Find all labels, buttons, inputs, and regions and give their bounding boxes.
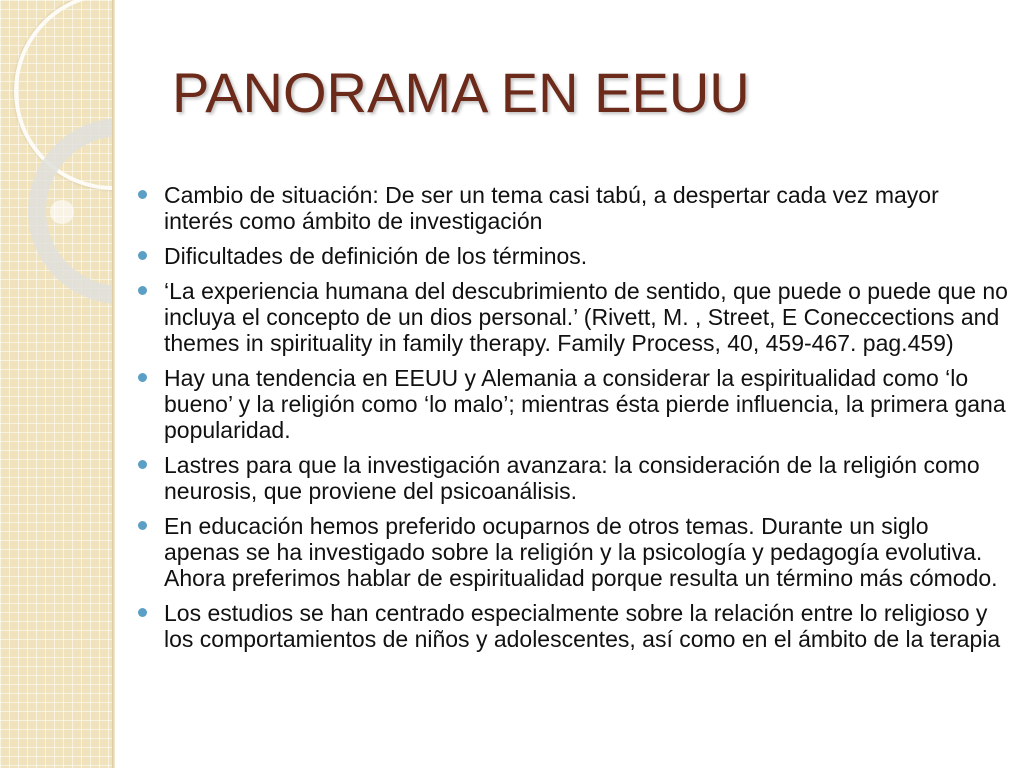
bullet-dot-icon: [138, 521, 147, 530]
bullet-dot-icon: [138, 373, 147, 382]
bullet-dot-icon: [138, 608, 147, 617]
bullet-dot-icon: [138, 460, 147, 469]
bullet-text: En educación hemos preferido ocuparnos de otros temas. Durante un siglo apenas se ha investigado sobre la religión y la psicología y pedagogía evolutiva. Ahora preferimos hablar de espiritualidad porque resulta un término más cómodo.: [164, 513, 998, 591]
bullet-dot-icon: [138, 286, 147, 295]
bullet-item: [138, 182, 1008, 234]
bullet-item: [138, 365, 1008, 443]
bullet-item: [138, 278, 1008, 356]
decorative-side-panel: [0, 0, 112, 768]
bullet-item: [138, 452, 1008, 504]
bullet-text: Los estudios se han centrado especialmente sobre la relación entre lo religioso y los comportamientos de niños y adolescentes, así como en el ámbito de la terapia: [164, 600, 1001, 652]
slide-title: PANORAMA EN EEUU: [172, 61, 750, 124]
bullet-item: [138, 600, 1008, 652]
decorative-dot: [50, 200, 74, 224]
bullet-text: Hay una tendencia en EEUU y Alemania a considerar la espiritualidad como ‘lo bueno’ y la religión como ‘lo malo’; mientras ésta pierde influencia, la primera gana popularidad.: [164, 365, 1006, 443]
side-panel-edge: [112, 0, 115, 768]
bullet-item: [138, 243, 1008, 269]
bullet-dot-icon: [138, 190, 147, 199]
bullet-dot-icon: [138, 251, 147, 260]
bullet-list: [138, 182, 1008, 661]
bullet-text: Dificultades de definición de los términos.: [164, 243, 588, 269]
bullet-text: ‘La experiencia humana del descubrimiento de sentido, que puede o puede que no incluya el concepto de un dios personal.’ (Rivett, M. , Street, E Coneccections and themes in spirituality in family therapy. Family Process, 40, 459-467. pag.459): [164, 278, 1008, 356]
bullet-text: Lastres para que la investigación avanzara: la consideración de la religión como neurosis, que proviene del psicoanálisis.: [164, 452, 980, 504]
bullet-item: [138, 513, 1008, 591]
bullet-text: Cambio de situación: De ser un tema casi tabú, a despertar cada vez mayor interés como ámbito de investigación: [164, 182, 939, 234]
